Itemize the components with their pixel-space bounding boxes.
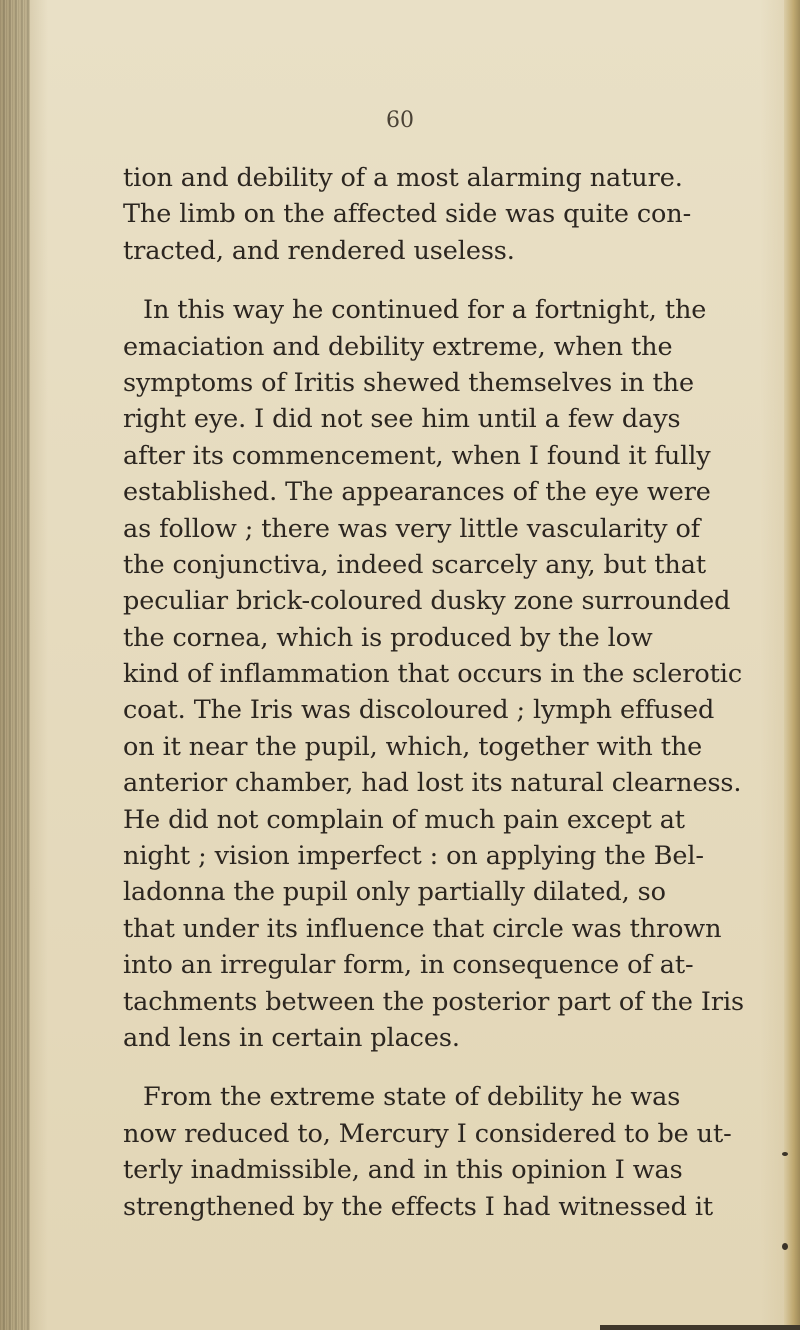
text-line: emaciation and debility extreme, when the	[123, 331, 673, 362]
text-line: tachments between the posterior part of the Iris	[123, 986, 744, 1017]
text-line: The limb on the affected side was quite con-	[123, 199, 692, 230]
text-line: now reduced to, Mercury I considered to be ut-	[123, 1118, 732, 1149]
text-line: strengthened by the effects I had witnessed it	[123, 1191, 714, 1222]
text-line: on it near the pupil, which, together with the	[123, 731, 703, 762]
text-line: anterior chamber, had lost its natural clearness.	[123, 768, 742, 799]
text-line: the cornea, which is produced by the low	[123, 622, 653, 653]
page-edge	[784, 0, 800, 1330]
text-line: He did not complain of much pain except at	[123, 804, 685, 835]
page-bottom-edge	[600, 1325, 800, 1330]
text-line: peculiar brick-coloured dusky zone surrounded	[123, 586, 731, 617]
page-gutter	[0, 0, 30, 1330]
text-line: right eye. I did not see him until a few days	[123, 404, 681, 435]
text-line: symptoms of Iritis shewed themselves in the	[123, 367, 694, 398]
text-line: tracted, and rendered useless.	[123, 235, 515, 266]
text-line: From the extreme state of debility he was	[143, 1082, 681, 1113]
paragraph-gap	[123, 269, 708, 292]
paragraph-gap	[123, 1056, 708, 1079]
ink-speck	[782, 1243, 788, 1250]
text-line: into an irregular form, in consequence of at-	[123, 950, 694, 981]
text-line: established. The appearances of the eye were	[123, 477, 711, 508]
text-line: night ; vision imperfect : on applying the Bel-	[123, 841, 704, 872]
ink-speck	[782, 1152, 788, 1156]
page-number: 60	[386, 108, 414, 133]
text-line: and lens in certain places.	[123, 1022, 460, 1053]
text-line: ladonna the pupil only partially dilated, so	[123, 877, 666, 908]
body-text	[123, 160, 744, 1225]
text-line: terly inadmissible, and in this opinion I was	[123, 1155, 683, 1186]
text-line: tion and debility of a most alarming nature.	[123, 163, 683, 193]
text-line: the conjunctiva, indeed scarcely any, but that	[123, 549, 706, 580]
text-line: In this way he continued for a fortnight, the	[143, 295, 707, 326]
text-line: after its commencement, when I found it fully	[123, 440, 711, 471]
text-line: as follow ; there was very little vascularity of	[123, 513, 701, 544]
text-line: coat. The Iris was discoloured ; lymph effused	[123, 695, 715, 726]
text-line: kind of inflammation that occurs in the sclerotic	[123, 659, 743, 690]
text-line: that under its influence that circle was thrown	[123, 913, 722, 944]
